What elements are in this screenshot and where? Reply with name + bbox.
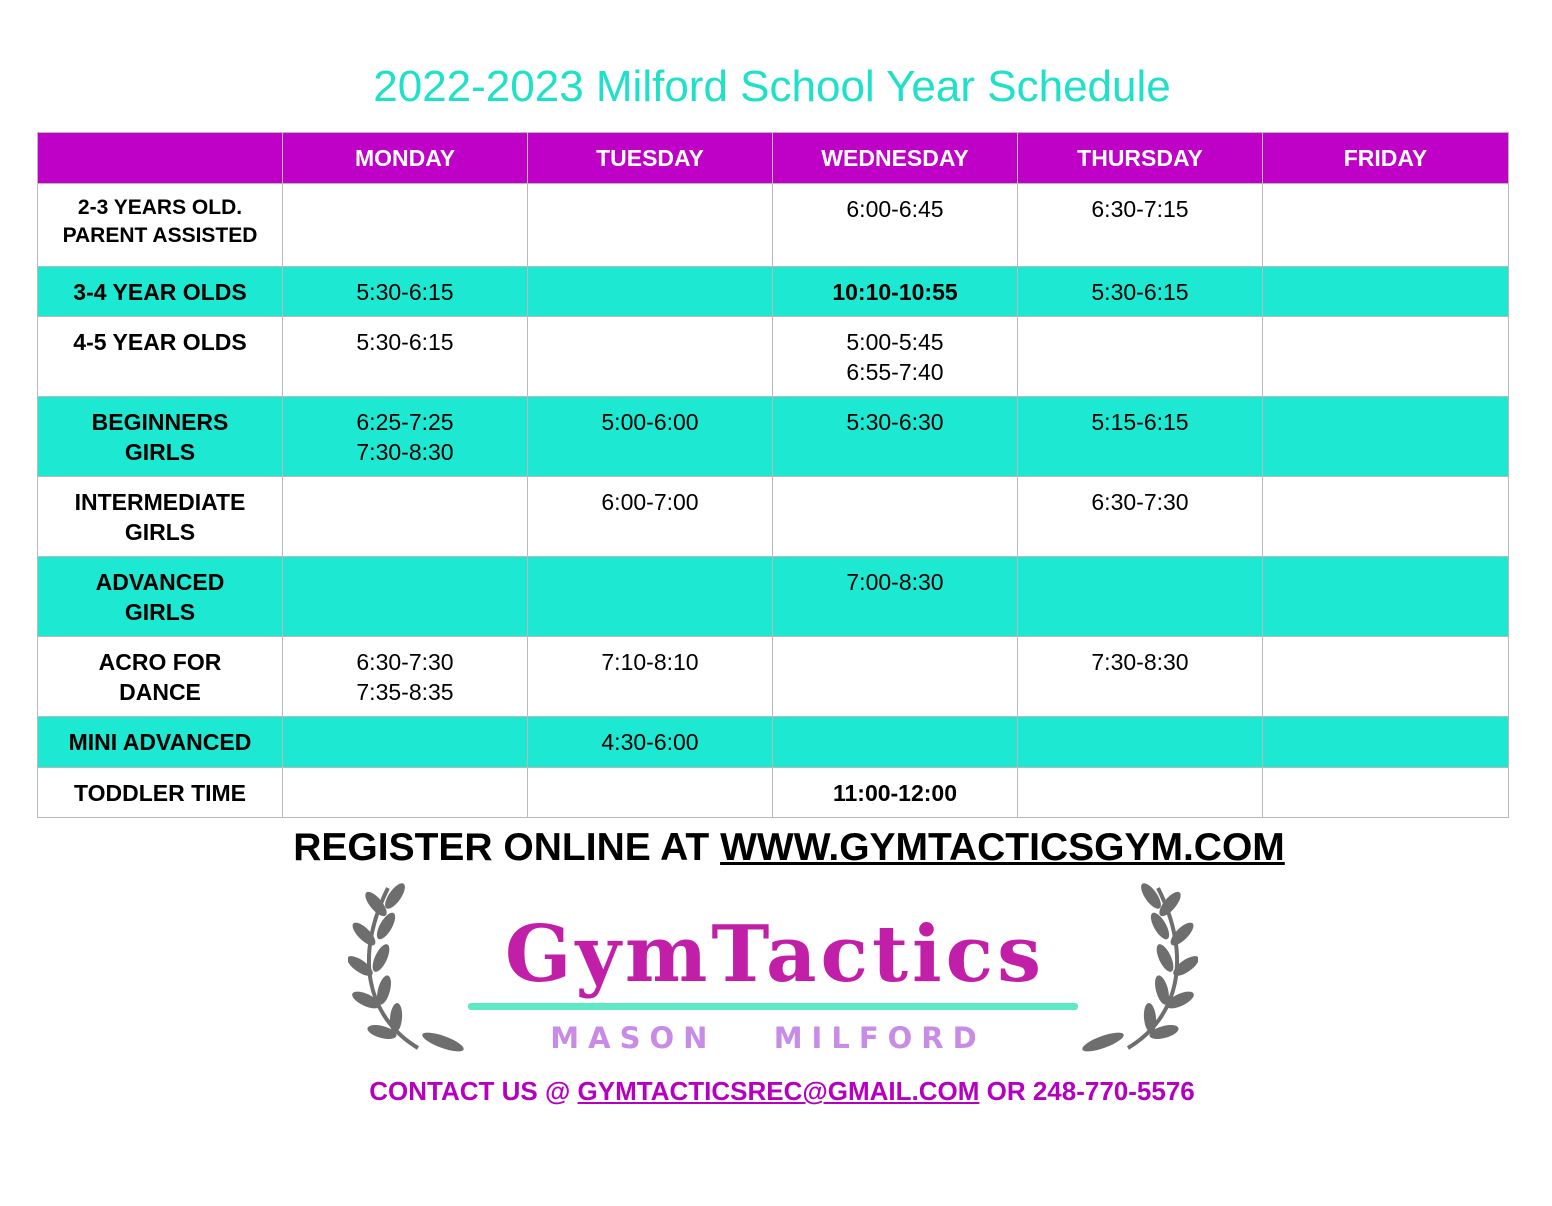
- header-tuesday: TUESDAY: [528, 133, 773, 184]
- time-cell: [1263, 267, 1509, 317]
- time-cell: [1018, 557, 1263, 637]
- time-slot: 5:30-6:15: [356, 279, 454, 305]
- class-label-line: BEGINNERS: [91, 409, 229, 435]
- time-cell: [773, 397, 1018, 477]
- class-label-line: ADVANCED: [95, 569, 225, 595]
- time-slot: 5:00-5:45: [846, 329, 944, 355]
- class-label-line: PARENT ASSISTED: [62, 224, 258, 247]
- time-cell: [1018, 317, 1263, 397]
- page-title: 2022-2023 Milford School Year Schedule: [373, 62, 1171, 111]
- time-cell: [528, 768, 773, 818]
- gymtactics-logo: [348, 878, 1198, 1060]
- time-slot: 7:30-8:30: [1091, 649, 1189, 675]
- table-row: [38, 717, 1509, 768]
- table-row: [38, 637, 1509, 717]
- class-label-line: GIRLS: [124, 599, 196, 625]
- time-cell: [283, 637, 528, 717]
- time-cell: [528, 184, 773, 267]
- laurel-right-icon: [1078, 878, 1198, 1060]
- class-label-line: 3-4 YEAR OLDS: [73, 279, 247, 305]
- time-cell: [528, 267, 773, 317]
- time-cell: [773, 768, 1018, 818]
- time-slot: 6:30-7:30: [1091, 489, 1189, 515]
- class-label-line: INTERMEDIATE: [74, 489, 246, 515]
- register-line: [0, 826, 1552, 870]
- time-cell: [1263, 637, 1509, 717]
- time-slot: 7:10-8:10: [601, 649, 699, 675]
- contact-email-link[interactable]: GYMTACTICSREC@GMAIL.COM: [577, 1076, 980, 1106]
- time-slot: 7:35-8:35: [356, 679, 454, 705]
- class-label-line: DANCE: [119, 679, 201, 705]
- class-label-line: GIRLS: [124, 439, 196, 465]
- logo-divider: [468, 1003, 1078, 1010]
- logo-wordmark: GymTactics: [504, 909, 1046, 1000]
- time-slot: 7:00-8:30: [846, 569, 944, 595]
- time-slot: 7:30-8:30: [356, 439, 454, 465]
- time-cell: [283, 768, 528, 818]
- table-row: [38, 557, 1509, 637]
- time-cell: [528, 397, 773, 477]
- time-cell: [1263, 397, 1509, 477]
- header-wednesday: WEDNESDAY: [773, 133, 1018, 184]
- table-row: [38, 184, 1509, 267]
- time-cell: [528, 557, 773, 637]
- class-label-line: MINI ADVANCED: [68, 729, 252, 755]
- table-row: [38, 397, 1509, 477]
- header-thursday: THURSDAY: [1018, 133, 1263, 184]
- header-monday: MONDAY: [283, 133, 528, 184]
- table-header-row: [38, 133, 1509, 184]
- time-slot: 5:30-6:30: [846, 409, 944, 435]
- table-row: [38, 768, 1509, 818]
- class-label: [38, 184, 283, 267]
- time-slot: 5:30-6:15: [356, 329, 454, 355]
- class-label: [38, 397, 283, 477]
- time-cell: [283, 477, 528, 557]
- time-slot: 6:30-7:30: [356, 649, 454, 675]
- time-cell: [528, 637, 773, 717]
- time-cell: [1018, 477, 1263, 557]
- table-row: [38, 477, 1509, 557]
- time-cell: [773, 557, 1018, 637]
- table-row: [38, 267, 1509, 317]
- time-cell: [283, 184, 528, 267]
- register-link[interactable]: WWW.GYMTACTICSGYM.COM: [720, 826, 1285, 869]
- time-cell: [773, 267, 1018, 317]
- time-cell: [1263, 768, 1509, 818]
- time-cell: [283, 397, 528, 477]
- class-label-line: 2-3 YEARS OLD.: [77, 196, 243, 219]
- class-label: [38, 477, 283, 557]
- class-label: [38, 557, 283, 637]
- class-label: [38, 768, 283, 818]
- logo-subtitle: MASON MILFORD: [550, 1021, 986, 1055]
- time-slot: 6:25-7:25: [356, 409, 454, 435]
- time-cell: [528, 717, 773, 768]
- time-slot: 6:00-7:00: [601, 489, 699, 515]
- time-cell: [1018, 397, 1263, 477]
- class-label: [38, 637, 283, 717]
- time-cell: [1263, 557, 1509, 637]
- time-cell: [773, 637, 1018, 717]
- time-cell: [1018, 267, 1263, 317]
- time-slot: 5:15-6:15: [1091, 409, 1189, 435]
- time-slot: 6:30-7:15: [1091, 196, 1189, 222]
- class-label-line: GIRLS: [124, 519, 196, 545]
- time-cell: [1018, 637, 1263, 717]
- time-cell: [773, 317, 1018, 397]
- time-slot: 5:00-6:00: [601, 409, 699, 435]
- time-slot: 6:55-7:40: [846, 359, 944, 385]
- time-cell: [773, 184, 1018, 267]
- time-cell: [1263, 184, 1509, 267]
- time-cell: [1263, 717, 1509, 768]
- time-slot: 6:00-6:45: [846, 196, 944, 222]
- time-cell: [528, 477, 773, 557]
- class-label-line: 4-5 YEAR OLDS: [73, 329, 247, 355]
- contact-phone: OR 248-770-5576: [979, 1076, 1195, 1106]
- time-cell: [283, 557, 528, 637]
- time-cell: [528, 317, 773, 397]
- header-friday: FRIDAY: [1263, 133, 1509, 184]
- class-label: [38, 267, 283, 317]
- time-cell: [773, 717, 1018, 768]
- time-slot: 4:30-6:00: [601, 729, 699, 755]
- time-cell: [1018, 184, 1263, 267]
- time-cell: [283, 267, 528, 317]
- time-slot: 11:00-12:00: [832, 780, 958, 806]
- time-slot: 10:10-10:55: [832, 279, 958, 305]
- class-label: [38, 717, 283, 768]
- class-label-line: TODDLER TIME: [73, 780, 247, 806]
- time-cell: [1018, 768, 1263, 818]
- time-cell: [1263, 317, 1509, 397]
- schedule-table: [37, 132, 1509, 818]
- time-cell: [1263, 477, 1509, 557]
- time-slot: 5:30-6:15: [1091, 279, 1189, 305]
- contact-prefix: CONTACT US @: [369, 1076, 578, 1106]
- time-cell: [283, 717, 528, 768]
- contact-line: [0, 1076, 1552, 1107]
- class-label-line: ACRO FOR: [98, 649, 222, 675]
- table-row: [38, 317, 1509, 397]
- register-prefix: REGISTER ONLINE AT: [293, 826, 721, 869]
- time-cell: [773, 477, 1018, 557]
- class-label: [38, 317, 283, 397]
- time-cell: [1018, 717, 1263, 768]
- time-cell: [283, 317, 528, 397]
- header-corner: [38, 133, 283, 184]
